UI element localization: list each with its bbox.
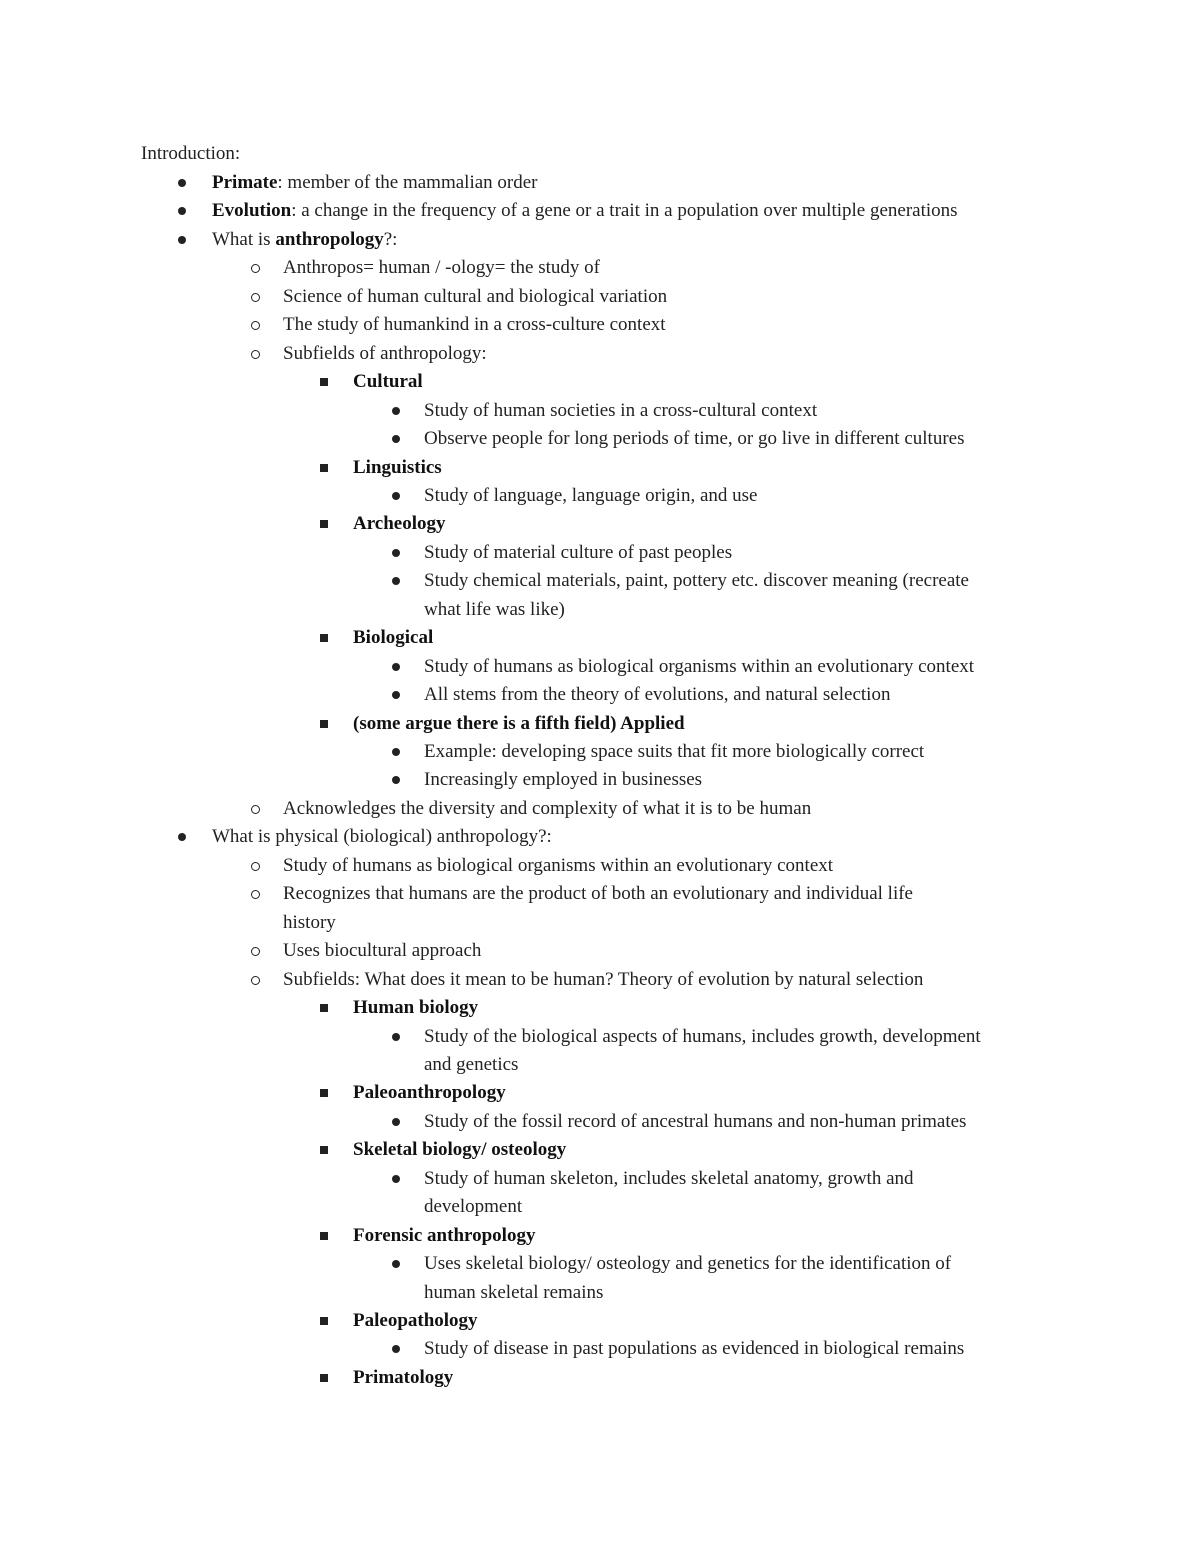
bullet-square-icon — [320, 634, 328, 642]
list-item — [283, 795, 811, 824]
list-item — [212, 169, 538, 198]
list-item-continuation — [424, 596, 565, 625]
list-item — [353, 624, 433, 653]
bullet-disc-icon — [392, 776, 400, 784]
bold-term: Primatology — [353, 1366, 454, 1388]
bold-term: (some argue there is a fifth field) Applied — [353, 712, 685, 734]
list-item — [212, 197, 958, 226]
item-text: The study of humankind in a cross-culture context — [283, 314, 666, 336]
list-item-continuation — [424, 1193, 522, 1222]
bullet-square-icon — [320, 1146, 328, 1154]
list-item — [424, 1023, 981, 1052]
bullet-disc-icon — [178, 236, 186, 244]
list-item-continuation — [424, 1051, 518, 1080]
bullet-disc-icon — [392, 1345, 400, 1353]
list-item — [353, 1079, 506, 1108]
bullet-square-icon — [320, 1004, 328, 1012]
bullet-disc-icon — [178, 207, 186, 215]
list-item — [424, 1165, 914, 1194]
section-heading: Introduction: — [141, 143, 241, 164]
item-text: Study of the biological aspects of humans, includes growth, development — [424, 1025, 981, 1047]
bullet-circle-icon — [251, 862, 260, 871]
item-text: Increasingly employed in businesses — [424, 769, 703, 791]
bullet-disc-icon — [392, 1175, 400, 1183]
bullet-circle-icon — [251, 947, 260, 956]
list-item — [424, 567, 969, 596]
item-text: Study of language, language origin, and use — [424, 484, 758, 506]
bullet-disc-icon — [392, 435, 400, 443]
list-item — [353, 994, 478, 1023]
item-text: Study of material culture of past peoples — [424, 541, 733, 563]
bullet-disc-icon — [392, 691, 400, 699]
item-text: Uses biocultural approach — [283, 940, 482, 962]
bold-term: Primate — [212, 172, 278, 193]
item-text: Study chemical materials, paint, pottery etc. discover meaning (recreate — [424, 570, 969, 592]
list-item — [283, 966, 923, 995]
bullet-circle-icon — [251, 293, 260, 302]
bold-term: Evolution — [212, 200, 292, 222]
item-text: : a change in the frequency of a gene or a trait in a population over multiple generations — [291, 200, 958, 222]
item-text: Acknowledges the diversity and complexity of what it is to be human — [283, 797, 812, 819]
item-text: Study of human societies in a cross-cultural context — [424, 399, 818, 421]
list-item — [424, 653, 974, 682]
list-item — [353, 1136, 566, 1165]
list-item — [212, 226, 397, 255]
bold-term: Forensic anthropology — [353, 1224, 536, 1246]
list-item — [283, 254, 600, 283]
item-text: history — [283, 911, 336, 933]
list-item — [283, 880, 913, 909]
list-item — [424, 397, 817, 426]
item-text: Uses skeletal biology/ osteology and genetics for the identification of — [424, 1253, 952, 1275]
item-text: human skeletal remains — [424, 1281, 604, 1303]
item-text: Subfields: What does it mean to be human? Theory of evolution by natural selection — [283, 968, 924, 990]
list-item — [283, 283, 667, 312]
item-text: Study of the fossil record of ancestral humans and non-human primates — [424, 1110, 967, 1132]
list-item-continuation — [283, 909, 336, 938]
bullet-disc-icon — [392, 492, 400, 500]
item-text: Study of humans as biological organisms within an evolutionary context — [283, 854, 834, 876]
list-item — [424, 1108, 966, 1137]
item-text: development — [424, 1196, 523, 1218]
item-text: Recognizes that humans are the product of both an evolutionary and individual life — [283, 883, 913, 905]
bullet-square-icon — [320, 1317, 328, 1325]
item-text: what life was like) — [424, 598, 565, 620]
list-item — [424, 482, 757, 511]
list-item — [283, 340, 487, 369]
item-text: What is physical (biological) anthropology?: — [212, 826, 552, 848]
list-item — [353, 1364, 453, 1393]
bullet-square-icon — [320, 520, 328, 528]
bullet-disc-icon — [392, 1118, 400, 1126]
bold-term: Archeology — [353, 513, 446, 535]
bullet-disc-icon — [392, 1033, 400, 1041]
list-item — [283, 852, 833, 881]
item-text: Science of human cultural and biological variation — [283, 285, 668, 307]
item-text: and genetics — [424, 1053, 519, 1075]
item-text: Study of humans as biological organisms within an evolutionary context — [424, 655, 975, 677]
bullet-circle-icon — [251, 350, 260, 359]
list-item — [353, 510, 446, 539]
item-text: What is — [212, 228, 276, 250]
list-item — [212, 823, 552, 852]
list-item — [353, 368, 423, 397]
list-item — [283, 311, 666, 340]
list-item — [424, 681, 890, 710]
item-text: Study of human skeleton, includes skeletal anatomy, growth and — [424, 1167, 914, 1189]
bullet-disc-icon — [392, 549, 400, 557]
item-text: All stems from the theory of evolutions, and natural selection — [424, 684, 891, 706]
list-item — [424, 738, 924, 767]
list-item — [353, 1307, 478, 1336]
list-item-continuation — [424, 1279, 603, 1308]
list-item — [353, 454, 442, 483]
bullet-circle-icon — [251, 976, 260, 985]
bullet-circle-icon — [251, 890, 260, 899]
bullet-disc-icon — [178, 833, 186, 841]
bold-term: Human biology — [353, 997, 479, 1019]
list-item — [283, 937, 481, 966]
bullet-square-icon — [320, 1089, 328, 1097]
list-item — [353, 710, 685, 739]
list-item — [424, 539, 732, 568]
bullet-disc-icon — [392, 1260, 400, 1268]
bullet-square-icon — [320, 378, 328, 386]
bold-term: Skeletal biology/ osteology — [353, 1139, 567, 1161]
bullet-disc-icon — [392, 748, 400, 756]
bold-term: Biological — [353, 627, 434, 649]
item-text: Subfields of anthropology: — [283, 342, 487, 364]
bold-term: Paleoanthropology — [353, 1082, 506, 1104]
bullet-disc-icon — [392, 577, 400, 585]
bullet-square-icon — [320, 1374, 328, 1382]
list-item — [424, 1250, 951, 1279]
bullet-circle-icon — [251, 321, 260, 330]
list-item — [353, 1222, 535, 1251]
bold-term: Linguistics — [353, 456, 442, 478]
bold-term: anthropology — [275, 228, 384, 250]
bold-term: Paleopathology — [353, 1310, 478, 1331]
bullet-square-icon — [320, 1232, 328, 1240]
item-text: Study of disease in past populations as evidenced in biological remains — [424, 1338, 965, 1360]
item-text: Example: developing space suits that fit more biologically correct — [424, 741, 925, 762]
bullet-circle-icon — [251, 805, 260, 814]
item-text: Anthropos= human / -ology= the study of — [283, 257, 600, 279]
bullet-circle-icon — [251, 264, 260, 273]
bullet-disc-icon — [392, 663, 400, 671]
item-text: : member of the mammalian order — [277, 172, 538, 193]
bullet-disc-icon — [392, 407, 400, 415]
item-text: ?: — [383, 228, 398, 250]
item-text: Observe people for long periods of time, or go live in different cultures — [424, 428, 965, 450]
list-item — [424, 425, 964, 454]
bold-term: Cultural — [353, 371, 423, 393]
list-item — [424, 766, 702, 795]
list-item — [424, 1335, 964, 1364]
bullet-square-icon — [320, 464, 328, 472]
bullet-square-icon — [320, 720, 328, 728]
bullet-disc-icon — [178, 179, 186, 187]
